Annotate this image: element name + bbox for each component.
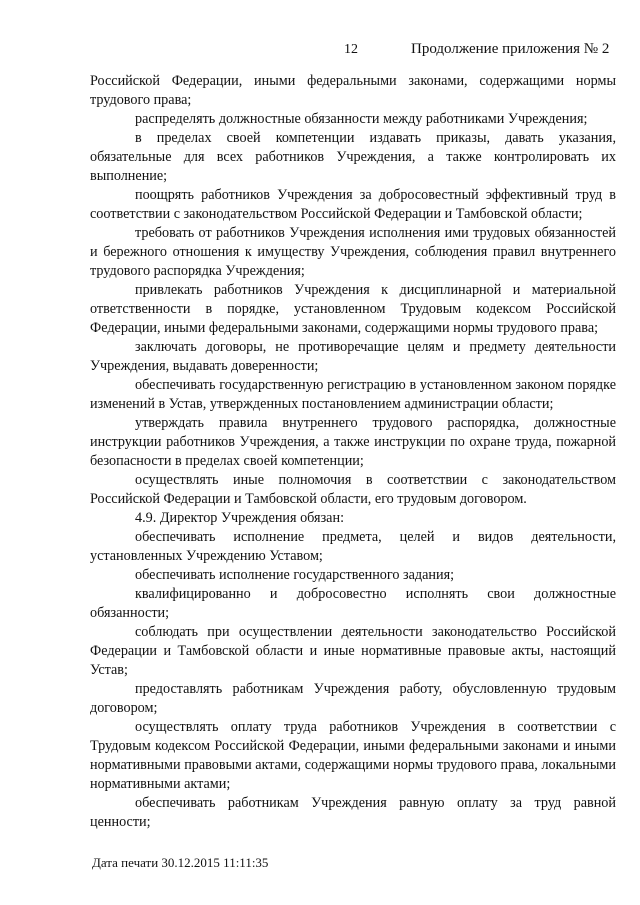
paragraph: распределять должностные обязанности между работниками Учреждения; (135, 111, 588, 127)
paragraph: Российской Федерации, иными федеральными законами, содержащими нормы трудового права; (90, 73, 616, 108)
paragraph: квалифицированно и добросовестно исполнять свои должностные обязанности; (90, 586, 616, 621)
paragraph: заключать договоры, не противоречащие целям и предмету деятельности Учреждения, выдавать доверенности; (90, 339, 616, 374)
paragraph: обеспечивать исполнение предмета, целей и видов деятельности, установленных Учреждению Уставом; (90, 529, 616, 564)
paragraph: соблюдать при осуществлении деятельности законодательство Российской Федерации и Тамбовской области и иные нормативные правовые акты, настоящий Устав; (90, 624, 616, 678)
paragraph: осуществлять иные полномочия в соответствии с законодательством Российской Федерации и Тамбовской области, его трудовым договором. (90, 472, 616, 507)
paragraph: требовать от работников Учреждения исполнения ими трудовых обязанностей и бережного отношения к имуществу Учреждения, соблюдения правил внутреннего трудового распорядка Учреждения; (90, 225, 616, 279)
paragraph: обеспечивать государственную регистрацию в установленном законом порядке изменений в Устав, утвержденных постановлением администрации области; (90, 377, 616, 412)
paragraph: утверждать правила внутреннего трудового распорядка, должностные инструкции работников Учреждения, а также инструкции по охране труда, пожарной безопасности в пределах своей компетенции; (90, 415, 616, 469)
paragraph: осуществлять оплату труда работников Учреждения в соответствии с Трудовым кодексом Российской Федерации, иными федеральными законами и иными нормативными правовыми актами, содержащими нормы трудового права, локальными нормативными актами; (90, 719, 616, 792)
paragraph: обеспечивать исполнение государственного задания; (135, 567, 455, 583)
paragraph: привлекать работников Учреждения к дисциплинарной и материальной ответственности в порядке, установленном Трудовым кодексом Российской Федерации, иными федеральными законами, содержащими нормы трудового права; (90, 282, 616, 336)
document-body (90, 72, 616, 832)
appendix-continuation-title: Продолжение приложения № 2 (411, 41, 610, 57)
paragraph: предоставлять работникам Учреждения работу, обусловленную трудовым договором; (90, 681, 616, 716)
paragraph: обеспечивать работникам Учреждения равную оплату за труд равной ценности; (90, 795, 616, 830)
page-number: 12 (344, 42, 358, 57)
section-heading: 4.9. Директор Учреждения обязан: (135, 510, 345, 526)
paragraph: поощрять работников Учреждения за добросовестный эффективный труд в соответствии с законодательством Российской Федерации и Тамбовской области; (90, 187, 616, 222)
print-date-footer: Дата печати 30.12.2015 11:11:35 (92, 855, 269, 870)
paragraph: в пределах своей компетенции издавать приказы, давать указания, обязательные для всех работников Учреждения, а также контролировать их выполнение; (90, 130, 616, 184)
